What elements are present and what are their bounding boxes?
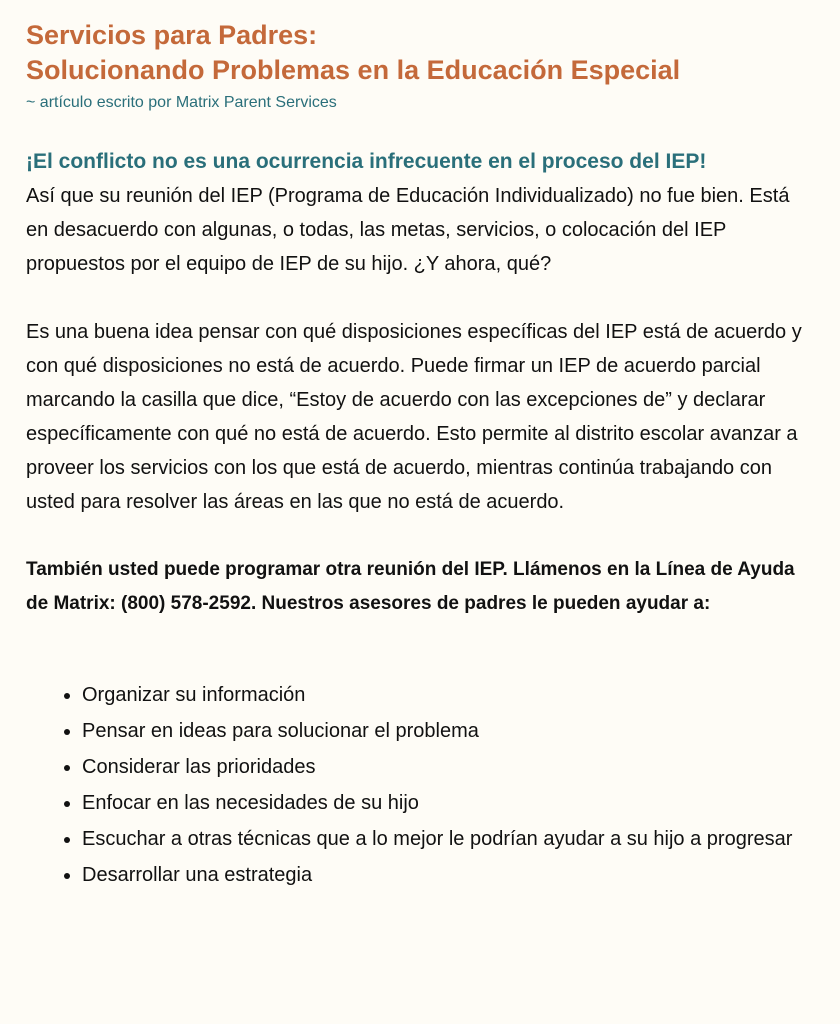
help-list-item: • Considerar las prioridades — [82, 749, 816, 785]
paragraph-partial-agreement: Es una buena idea pensar con qué disposiciones específicas del IEP está de acuerdo y con qué disposiciones no está de acuerdo. Puede firmar un IEP de acuerdo parcial marcando la casilla que dice, “Estoy de acuerdo con las excepciones de” y declarar específicamente con qué no está de acuerdo. Esto permite al distrito escolar avanzar a proveer los servicios con los que está de acuerdo, mientras continúa trabajando con usted para resolver las áreas en las que no está de acuerdo. — [26, 321, 802, 513]
help-list-item: • Enfocar en las necesidades de su hijo — [82, 785, 816, 821]
help-list-item: • Organizar su información — [82, 677, 816, 713]
article-title-line-1: Servicios para Padres: — [26, 20, 318, 50]
help-list-item: • Pensar en ideas para solucionar el problema — [82, 713, 816, 749]
paragraph-intro: Así que su reunión del IEP (Programa de Educación Individualizado) no fue bien. Está en desacuerdo con algunas, o todas, las metas, servicios, o colocación del IEP propuestos por el equipo de IEP de su hijo. ¿Y ahora, qué? — [26, 185, 790, 275]
intro-heading: ¡El conflicto no es una ocurrencia infrecuente en el proceso del IEP! — [26, 150, 707, 173]
help-list-item: • Desarrollar una estrategia — [82, 857, 816, 893]
article-byline: ~ artículo escrito por Matrix Parent Services — [26, 94, 337, 111]
article-title-line-2: Solucionando Problemas en la Educación Especial — [26, 55, 681, 85]
article-title — [26, 18, 816, 88]
help-list-item: • Escuchar a otras técnicas que a lo mejor le podrían ayudar a su hijo a progresar — [82, 821, 816, 857]
help-list — [26, 677, 816, 893]
paragraph-helpline: También usted puede programar otra reunión del IEP. Llámenos en la Línea de Ayuda de Matrix: (800) 578-2592. Nuestros asesores de padres le pueden ayudar a: — [26, 559, 795, 614]
